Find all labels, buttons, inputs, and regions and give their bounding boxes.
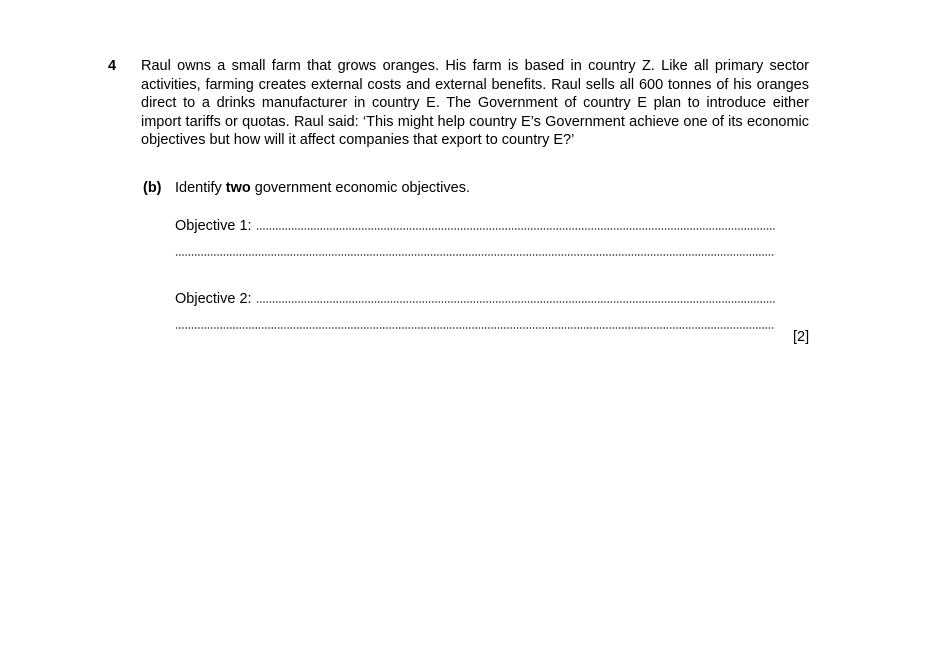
dotted-line	[175, 254, 775, 256]
answer-line-objective-1-continued[interactable]	[175, 254, 775, 259]
dotted-line	[256, 228, 775, 230]
objective-1-label: Objective 1:	[175, 218, 252, 234]
objective-2-label: Objective 2:	[175, 291, 252, 307]
question-stem: Raul owns a small farm that grows oranges. His farm is based in country Z. Like all primary sector activities, farming creates external costs and external benefits. Raul sells all 600 tonnes of his oranges direct to a drinks manufacturer in country E. The Government of country E plan to introduce either import tariffs or quotas. Raul said: ‘This might help country E’s Government achieve one of its economic objectives but how will it affect companies that export to country E?’	[141, 58, 809, 149]
dotted-line	[175, 327, 775, 329]
answer-line-objective-2[interactable]	[175, 290, 775, 308]
answer-line-objective-2-continued[interactable]	[175, 327, 775, 332]
question-number: 4	[108, 58, 117, 74]
part-label: (b)	[143, 180, 162, 196]
answer-line-objective-1[interactable]	[175, 217, 775, 235]
instruction-bold-word: two	[225, 180, 251, 196]
instruction-text-after: government economic objectives.	[250, 180, 470, 196]
marks-allocation: [2]	[793, 329, 810, 345]
part-instruction	[175, 179, 470, 197]
dotted-line	[256, 301, 775, 303]
instruction-text-before: Identify	[175, 180, 226, 196]
